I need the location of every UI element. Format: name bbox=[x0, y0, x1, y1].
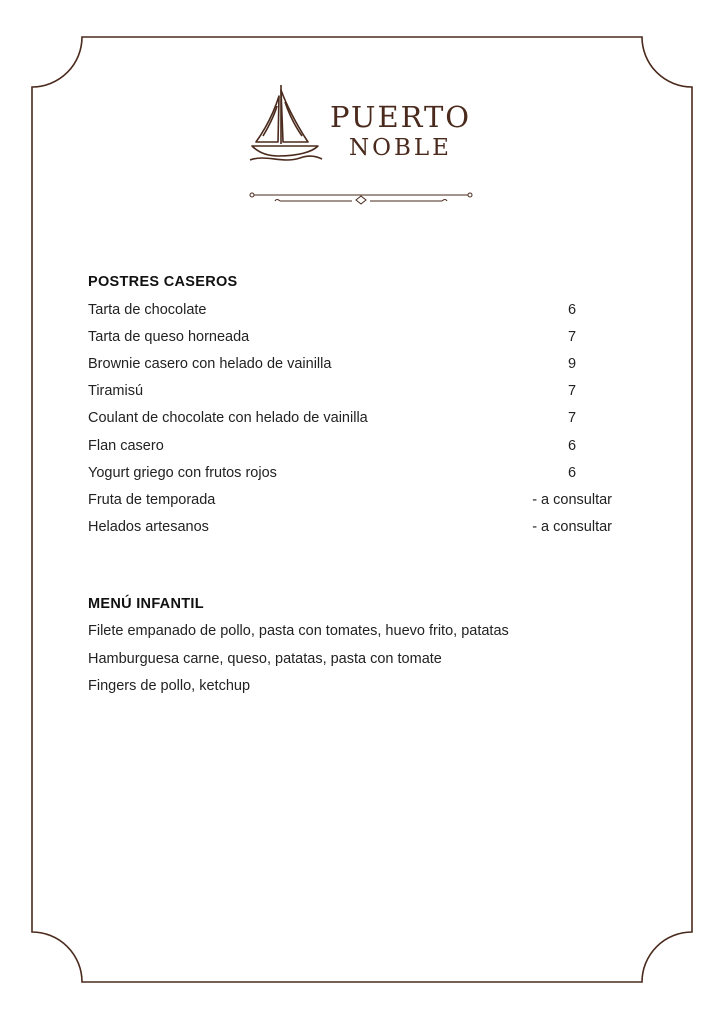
dessert-item-price: 7 bbox=[568, 410, 577, 426]
kids-menu-item: Filete empanado de pollo, pasta con tomates, huevo frito, patatas bbox=[88, 623, 509, 639]
dessert-item bbox=[88, 356, 612, 376]
desserts-section-title: POSTRES CASEROS bbox=[88, 274, 238, 290]
kids-menu-item: Hamburguesa carne, queso, patatas, pasta con tomate bbox=[88, 651, 442, 667]
dessert-item bbox=[88, 492, 612, 512]
restaurant-logo bbox=[248, 82, 478, 168]
dessert-item-price: 7 bbox=[568, 383, 577, 399]
sailboat-icon bbox=[248, 82, 326, 168]
dessert-item-name: Coulant de chocolate con helado de vainilla bbox=[88, 410, 368, 426]
dessert-item-price: - a consultar bbox=[532, 492, 612, 508]
dessert-item bbox=[88, 302, 612, 322]
dessert-item-name: Yogurt griego con frutos rojos bbox=[88, 465, 277, 481]
ornament-divider bbox=[248, 190, 474, 208]
brand-name-line1: PUERTO bbox=[330, 100, 472, 134]
dessert-item bbox=[88, 329, 612, 349]
dessert-item bbox=[88, 410, 612, 430]
dessert-item-name: Tarta de chocolate bbox=[88, 302, 207, 318]
dessert-item bbox=[88, 519, 612, 539]
dessert-item-name: Fruta de temporada bbox=[88, 492, 216, 508]
dessert-item-price: 6 bbox=[568, 465, 577, 481]
dessert-item-name: Flan casero bbox=[88, 438, 164, 454]
dessert-item-name: Tarta de queso horneada bbox=[88, 329, 250, 345]
dessert-item-name: Helados artesanos bbox=[88, 519, 209, 535]
dessert-item bbox=[88, 438, 612, 458]
dessert-item bbox=[88, 383, 612, 403]
kids-menu-section-title: MENÚ INFANTIL bbox=[88, 596, 204, 612]
dessert-item-name: Brownie casero con helado de vainilla bbox=[88, 356, 332, 372]
dessert-item-price: 6 bbox=[568, 438, 577, 454]
kids-menu-item: Fingers de pollo, ketchup bbox=[88, 678, 251, 694]
dessert-item bbox=[88, 465, 612, 485]
dessert-item-price: - a consultar bbox=[532, 519, 612, 535]
brand-name-line2: NOBLE bbox=[349, 135, 452, 161]
dessert-item-price: 9 bbox=[568, 356, 577, 372]
dessert-item-price: 6 bbox=[568, 302, 577, 318]
dessert-item-price: 7 bbox=[568, 329, 577, 345]
dessert-item-name: Tiramisú bbox=[88, 383, 144, 399]
